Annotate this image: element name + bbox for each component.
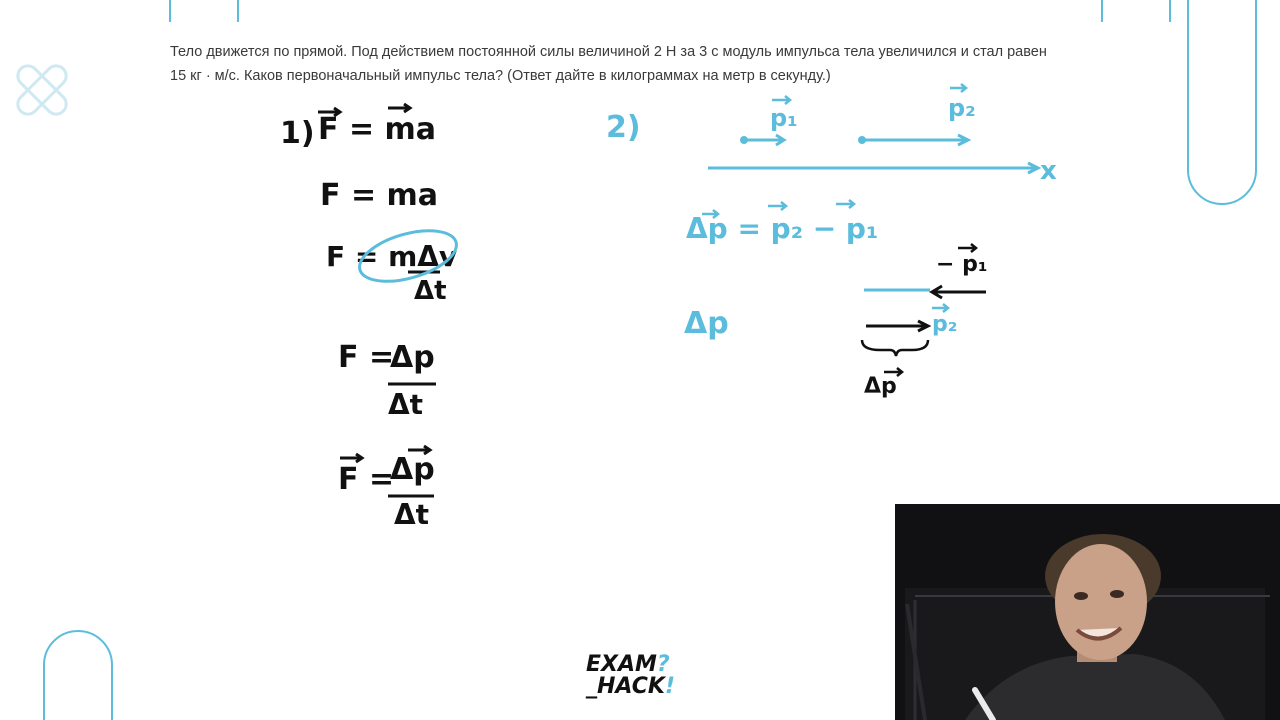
equation-velocity-form: F = mΔv bbox=[326, 240, 458, 273]
logo-line-2: _HACK bbox=[586, 674, 665, 699]
axis-x-label: x bbox=[1040, 156, 1057, 186]
logo-exclamation-mark: ! bbox=[664, 674, 676, 699]
examhack-logo bbox=[586, 654, 706, 698]
webcam-overlay bbox=[895, 504, 1280, 720]
equation-delta-p: Δp = p₂ − p₁ bbox=[686, 212, 879, 245]
step-1-number: 1) bbox=[280, 116, 315, 151]
equation-newton-scalar: F = ma bbox=[320, 178, 439, 213]
equation-velocity-denominator: Δt bbox=[414, 276, 447, 306]
step-2-number: 2) bbox=[606, 110, 641, 145]
logo-question-mark: ? bbox=[656, 652, 670, 677]
equation-newton-vector: F = ma bbox=[318, 112, 437, 147]
equation-momentum-denominator: Δt bbox=[388, 388, 424, 421]
equation-vector-momentum-numerator: Δp bbox=[390, 452, 435, 487]
equation-vector-momentum-lhs: F = bbox=[338, 462, 395, 497]
problem-line-2: 15 кг · м/с. Каков первоначальный импульс тела? (Ответ дайте в килограммах на метр в секунду.) bbox=[170, 68, 831, 84]
label-p1: p₁ bbox=[770, 104, 798, 132]
problem-line-1: Тело движется по прямой. Под действием постоянной силы величиной 2 Н за 3 с модуль импульса тела увеличился и стал равен bbox=[170, 44, 1047, 60]
equation-momentum-numerator: Δp bbox=[390, 340, 435, 375]
label-delta-p-brace: Δp bbox=[864, 374, 897, 399]
equation-vector-momentum-denominator: Δt bbox=[394, 498, 430, 531]
presenter-video bbox=[895, 504, 1280, 720]
equation-momentum-lhs: F = bbox=[338, 340, 395, 375]
label-delta-p: Δp bbox=[684, 306, 729, 341]
label-p2-sum: p₂ bbox=[932, 312, 958, 337]
label-minus-p1: − p₁ bbox=[936, 252, 988, 277]
logo-line-1: EXAM bbox=[586, 652, 657, 677]
label-p2: p₂ bbox=[948, 94, 976, 122]
